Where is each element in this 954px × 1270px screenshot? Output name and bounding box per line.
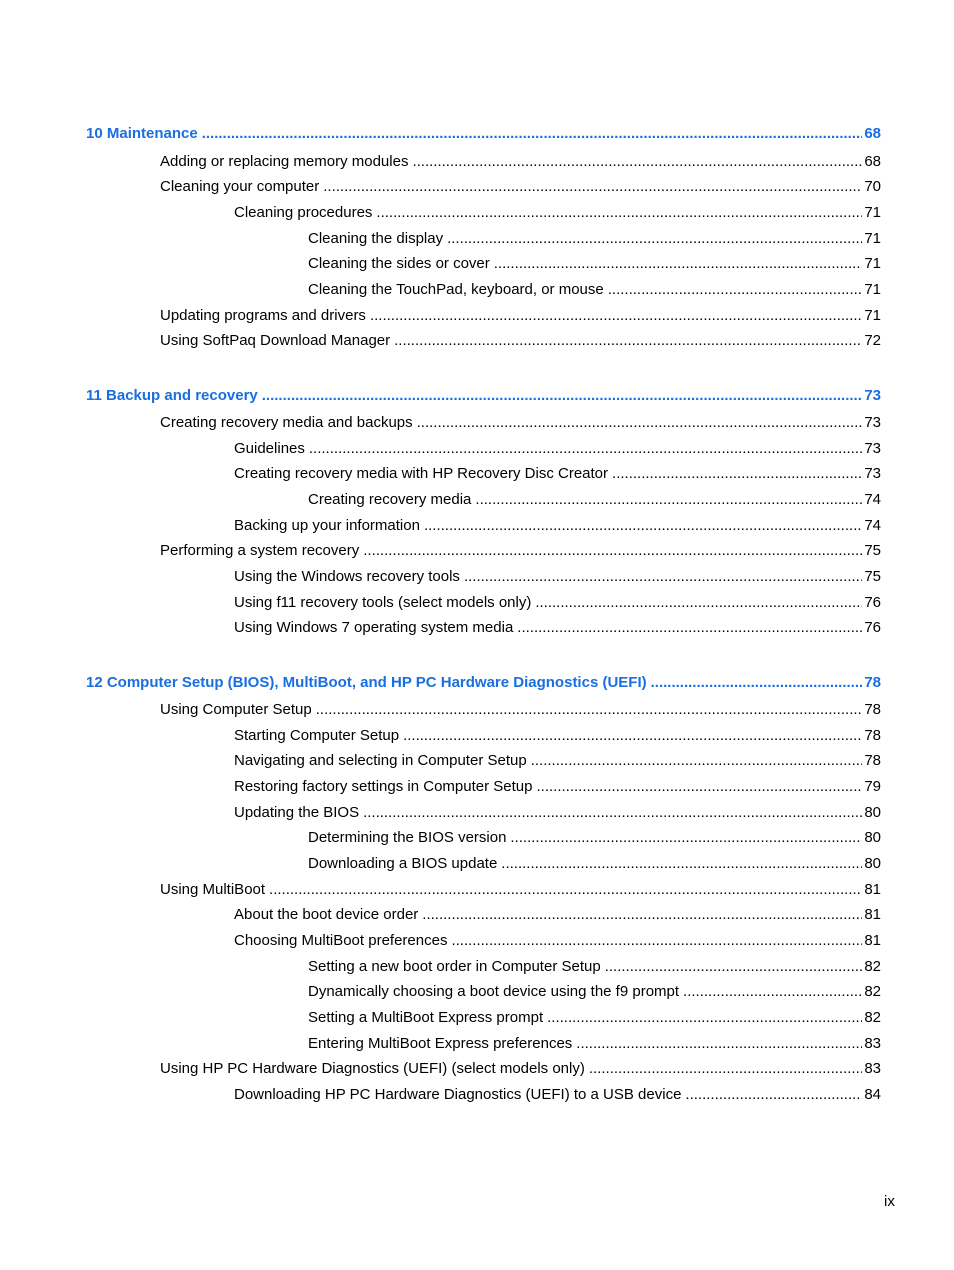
toc-page-number: 81 — [864, 932, 881, 949]
dot-leader — [323, 177, 862, 197]
toc-page-number: 74 — [864, 491, 881, 508]
dot-leader — [424, 516, 862, 536]
dot-leader — [309, 439, 862, 459]
toc-entry-title: Creating recovery media with HP Recovery Disc Creator — [234, 465, 609, 482]
toc-entry[interactable] — [308, 280, 881, 300]
dot-leader — [363, 803, 862, 823]
toc-entry[interactable] — [308, 254, 881, 274]
toc-entry[interactable] — [160, 1059, 881, 1079]
toc-page-number: 82 — [864, 983, 881, 1000]
toc-chapter-12[interactable] — [86, 673, 881, 693]
dot-leader — [605, 957, 863, 977]
dot-leader — [547, 1008, 862, 1028]
toc-entry[interactable] — [234, 618, 881, 638]
dot-leader — [535, 593, 862, 613]
toc-entry-title: Using SoftPaq Download Manager — [160, 332, 391, 349]
toc-page-number: 78 — [864, 727, 881, 744]
dot-leader — [501, 854, 862, 874]
toc-entry[interactable] — [234, 1085, 881, 1105]
toc-chapter-10[interactable] — [86, 124, 881, 144]
toc-entry-title: Starting Computer Setup — [234, 727, 400, 744]
toc-page-number: 68 — [864, 153, 881, 170]
dot-leader — [536, 777, 862, 797]
toc-page-number: 73 — [864, 414, 881, 431]
toc-entry[interactable] — [308, 854, 881, 874]
toc-entry-title: Using f11 recovery tools (select models only) — [234, 594, 532, 611]
toc-page-number: 72 — [864, 332, 881, 349]
toc-entry-title: Cleaning the sides or cover — [308, 255, 490, 272]
toc-page-number: 83 — [864, 1060, 881, 1077]
dot-leader — [517, 618, 862, 638]
toc-page-number: 74 — [864, 517, 881, 534]
toc-page-number: 84 — [864, 1086, 881, 1103]
dot-leader — [412, 152, 862, 172]
toc-page-number: 76 — [864, 619, 881, 636]
dot-leader — [510, 828, 862, 848]
toc-page-number: 73 — [864, 440, 881, 457]
toc-page-number: 68 — [864, 125, 881, 142]
dot-leader — [394, 331, 862, 351]
toc-entry-title: Determining the BIOS version — [308, 829, 507, 846]
dot-leader — [422, 905, 862, 925]
toc-entry-title: Using Windows 7 operating system media — [234, 619, 514, 636]
toc-page-number: 75 — [864, 568, 881, 585]
toc-page-number: 71 — [864, 230, 881, 247]
toc-entry[interactable] — [308, 1008, 881, 1028]
toc-entry[interactable] — [308, 490, 881, 510]
toc-entry-title: Performing a system recovery — [160, 542, 360, 559]
toc-entry[interactable] — [234, 567, 881, 587]
dot-leader — [447, 229, 862, 249]
page-footer-number: ix — [884, 1193, 895, 1210]
dot-leader — [269, 880, 862, 900]
toc-page-number: 78 — [864, 701, 881, 718]
toc-entry-title: Cleaning procedures — [234, 204, 373, 221]
dot-leader — [685, 1085, 862, 1105]
toc-entry[interactable] — [160, 700, 881, 720]
toc-chapter-title: 12 Computer Setup (BIOS), MultiBoot, and HP PC Hardware Diagnostics (UEFI) — [86, 674, 647, 691]
toc-entry-title: Cleaning the TouchPad, keyboard, or mouse — [308, 281, 604, 298]
toc-chapter-title: 10 Maintenance — [86, 125, 198, 142]
toc-entry[interactable] — [234, 464, 881, 484]
toc-page-number: 78 — [864, 674, 881, 691]
toc-entry-title: Adding or replacing memory modules — [160, 153, 409, 170]
toc-chapter-11[interactable] — [86, 386, 881, 406]
toc-entry-title: About the boot device order — [234, 906, 419, 923]
toc-entry-title: Using MultiBoot — [160, 881, 266, 898]
toc-entry[interactable] — [160, 152, 881, 172]
dot-leader — [262, 386, 863, 406]
dot-leader — [475, 490, 862, 510]
toc-entry-title: Using Computer Setup — [160, 701, 312, 718]
toc-entry[interactable] — [308, 229, 881, 249]
toc-entry-title: Creating recovery media — [308, 491, 472, 508]
toc-entry-title: Downloading HP PC Hardware Diagnostics (UEFI) to a USB device — [234, 1086, 682, 1103]
toc-entry[interactable] — [308, 957, 881, 977]
toc-entry[interactable] — [234, 905, 881, 925]
toc-chapter-title: 11 Backup and recovery — [86, 387, 258, 404]
toc-page-number: 71 — [864, 307, 881, 324]
toc-page-number: 83 — [864, 1035, 881, 1052]
toc-entry-title: Downloading a BIOS update — [308, 855, 498, 872]
dot-leader — [316, 700, 863, 720]
dot-leader — [363, 541, 862, 561]
toc-page-number: 71 — [864, 204, 881, 221]
toc-entry-title: Entering MultiBoot Express preferences — [308, 1035, 573, 1052]
dot-leader — [376, 203, 862, 223]
toc-entry-title: Dynamically choosing a boot device using the f9 prompt — [308, 983, 680, 1000]
toc-entry[interactable] — [234, 726, 881, 746]
toc-page-number: 75 — [864, 542, 881, 559]
dot-leader — [589, 1059, 862, 1079]
toc-page-number: 81 — [864, 906, 881, 923]
toc-page-number: 73 — [864, 465, 881, 482]
toc-entry-title: Setting a MultiBoot Express prompt — [308, 1009, 544, 1026]
toc-entry[interactable] — [234, 203, 881, 223]
toc-page-number: 80 — [864, 804, 881, 821]
toc-entry-title: Restoring factory settings in Computer Setup — [234, 778, 533, 795]
toc-entry[interactable] — [308, 828, 881, 848]
dot-leader — [494, 254, 863, 274]
toc-page-number: 81 — [864, 881, 881, 898]
toc-entry[interactable] — [234, 593, 881, 613]
dot-leader — [202, 124, 863, 144]
toc-entry-title: Guidelines — [234, 440, 305, 457]
dot-leader — [403, 726, 862, 746]
toc-entry[interactable] — [308, 1034, 881, 1054]
toc-page-number: 70 — [864, 178, 881, 195]
dot-leader — [464, 567, 862, 587]
toc-entry-title: Choosing MultiBoot preferences — [234, 932, 448, 949]
toc-entry-title: Backing up your information — [234, 517, 420, 534]
toc-page-number: 79 — [864, 778, 881, 795]
toc-page-number: 71 — [864, 255, 881, 272]
dot-leader — [576, 1034, 862, 1054]
toc-page-number: 82 — [864, 958, 881, 975]
toc-entry[interactable] — [234, 777, 881, 797]
toc-entry-title: Cleaning your computer — [160, 178, 320, 195]
dot-leader — [531, 751, 863, 771]
toc-entry-title: Using the Windows recovery tools — [234, 568, 460, 585]
dot-leader — [451, 931, 862, 951]
toc-page-number: 78 — [864, 752, 881, 769]
toc-entry-title: Cleaning the display — [308, 230, 444, 247]
toc-entry-title: Updating the BIOS — [234, 804, 360, 821]
dot-leader — [417, 413, 863, 433]
dot-leader — [612, 464, 862, 484]
toc-entry[interactable] — [234, 439, 881, 459]
toc-entry[interactable] — [234, 803, 881, 823]
toc-page-number: 76 — [864, 594, 881, 611]
toc-entry-title: Creating recovery media and backups — [160, 414, 413, 431]
toc-entry[interactable] — [160, 306, 881, 326]
dot-leader — [651, 673, 863, 693]
toc-entry[interactable] — [160, 331, 881, 351]
toc-entry-title: Using HP PC Hardware Diagnostics (UEFI) (select models only) — [160, 1060, 585, 1077]
toc-page-number: 82 — [864, 1009, 881, 1026]
dot-leader — [608, 280, 863, 300]
toc-entry[interactable] — [234, 516, 881, 536]
toc-page-number: 71 — [864, 281, 881, 298]
toc-entry[interactable] — [160, 541, 881, 561]
toc-entry[interactable] — [160, 413, 881, 433]
toc-entry[interactable] — [160, 177, 881, 197]
toc-entry-title: Navigating and selecting in Computer Setup — [234, 752, 527, 769]
toc-page-number: 80 — [864, 829, 881, 846]
toc-entry-title: Updating programs and drivers — [160, 307, 366, 324]
toc-entry[interactable] — [160, 880, 881, 900]
toc-entry[interactable] — [308, 982, 881, 1002]
dot-leader — [370, 306, 862, 326]
toc-page-number: 73 — [864, 387, 881, 404]
toc-entry-title: Setting a new boot order in Computer Setup — [308, 958, 601, 975]
toc-entry[interactable] — [234, 931, 881, 951]
dot-leader — [683, 982, 862, 1002]
toc-entry[interactable] — [234, 751, 881, 771]
toc-page-number: 80 — [864, 855, 881, 872]
